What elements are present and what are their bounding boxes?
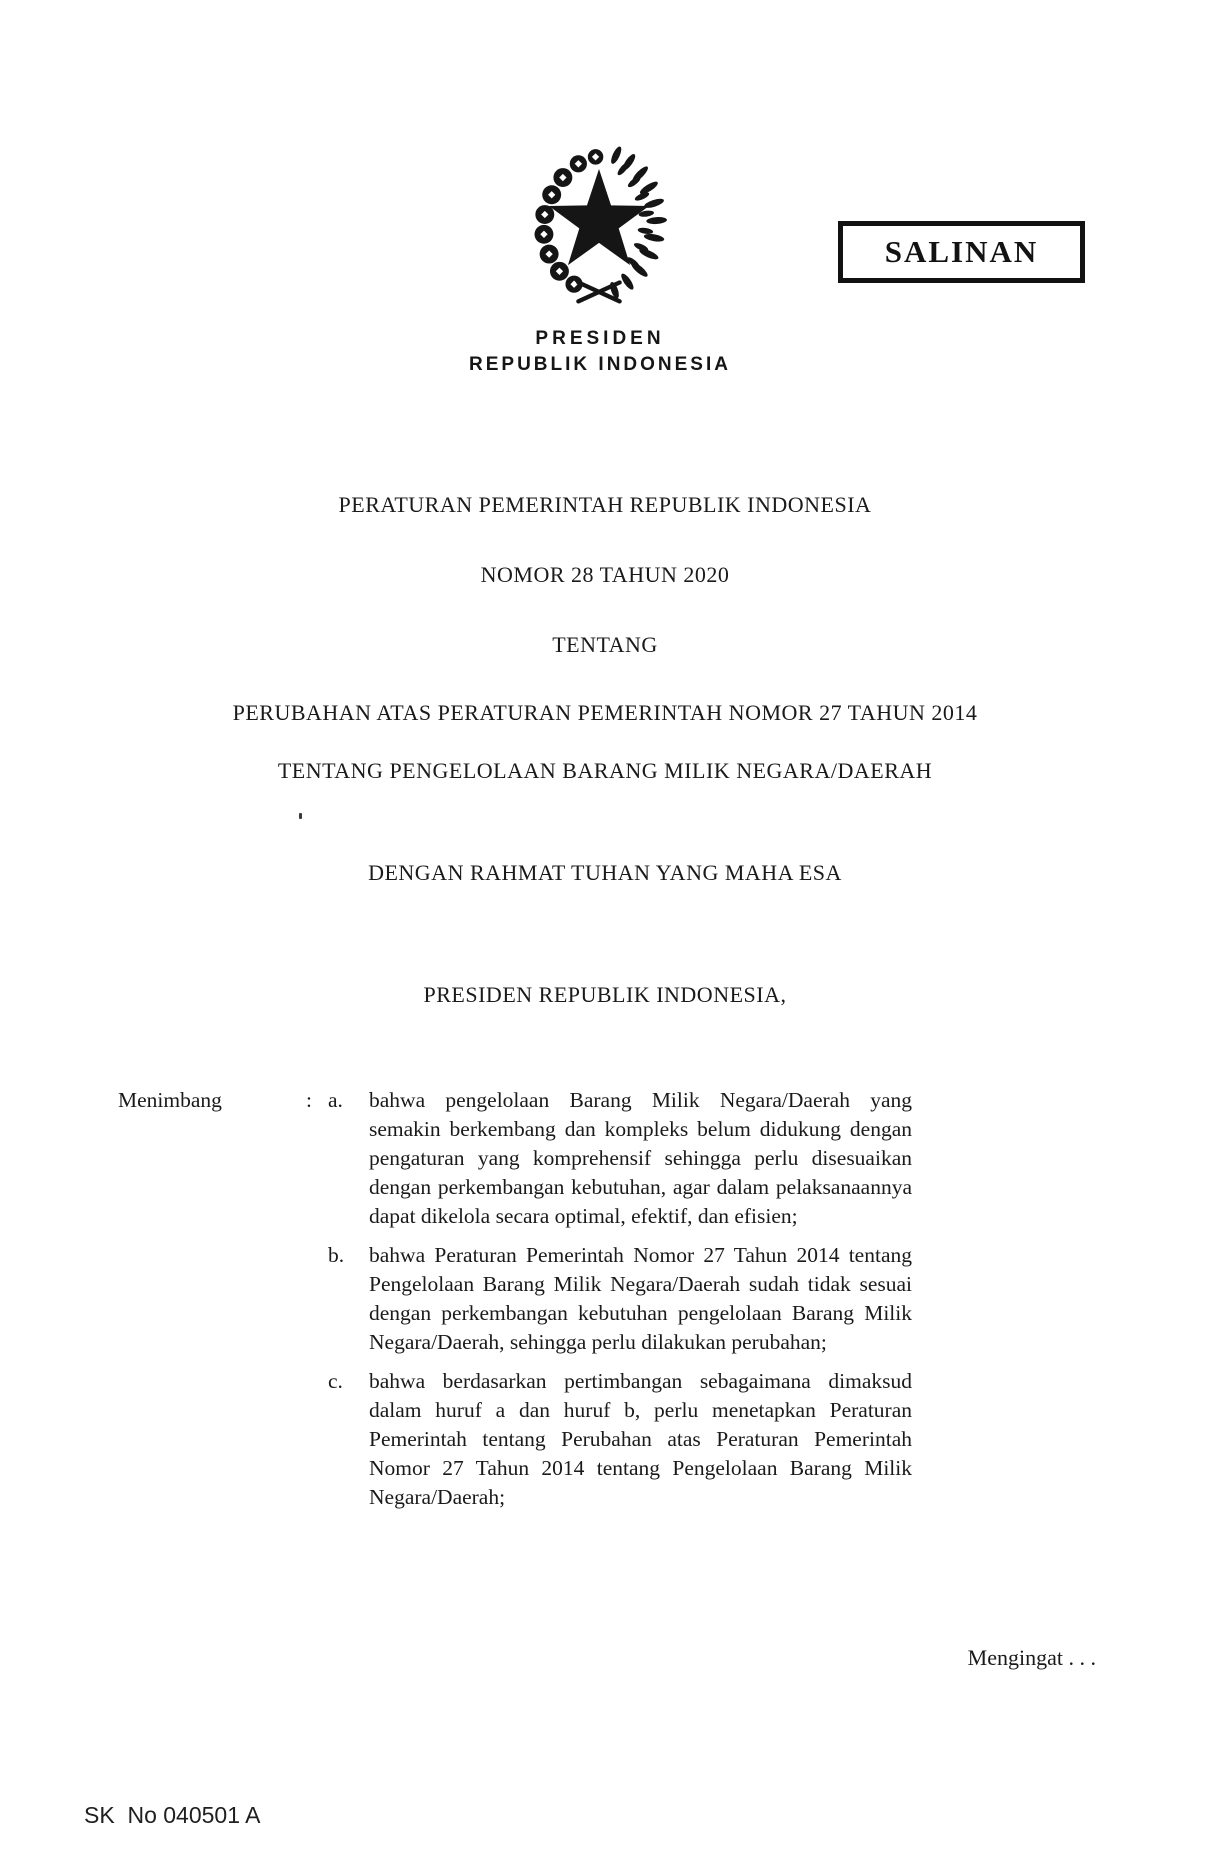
catchword-mengingat: Mengingat . . .	[967, 1645, 1096, 1670]
item-text: bahwa Peraturan Pemerintah Nomor 27 Tahun 2014 tentang Pengelolaan Barang Milik Negara/Daerah sudah tidak sesuai dengan perkembangan kebutuhan pengelolaan Barang Milik Negara/Daerah, sehingga perlu dilakukan perubahan;	[369, 1243, 912, 1354]
letterhead-line-2: REPUBLIK INDONESIA	[469, 354, 731, 375]
subject-line-2: TENTANG PENGELOLAAN BARANG MILIK NEGARA/DAERAH	[277, 758, 933, 783]
item-text: bahwa berdasarkan pertimbangan sebagaimana dimaksud dalam huruf a dan huruf b, perlu menetapkan Peraturan Pemerintah tentang Perubahan atas Peraturan Pemerintah Nomor 27 Tahun 2014 tentang Pengelolaan Barang Milik Negara/Daerah;	[369, 1369, 912, 1509]
regulation-title: PERATURAN PEMERINTAH REPUBLIK INDONESIA	[338, 492, 872, 517]
letterhead	[0, 326, 1200, 378]
subject-line-1: PERUBAHAN ATAS PERATURAN PEMERINTAH NOMOR 27 TAHUN 2014	[232, 700, 978, 725]
consideration-item-c	[328, 1367, 912, 1512]
considerations-block	[118, 1086, 912, 1512]
invocation-line: DENGAN RAHMAT TUHAN YANG MAHA ESA	[368, 860, 842, 885]
item-marker: c.	[328, 1369, 343, 1393]
authority-line: PRESIDEN REPUBLIK INDONESIA,	[423, 982, 787, 1007]
presidential-seal-icon	[513, 138, 685, 316]
regulation-number: NOMOR 28 TAHUN 2020	[480, 562, 730, 587]
sk-page-code: SK No 040501 A	[84, 1802, 261, 1828]
menimbang-colon: :	[306, 1088, 312, 1112]
menimbang-label: Menimbang	[118, 1088, 222, 1112]
scan-artifact-dot	[299, 813, 302, 819]
salinan-stamp-label: SALINAN	[884, 234, 1039, 269]
tentang-label: TENTANG	[552, 632, 658, 657]
item-text: bahwa pengelolaan Barang Milik Negara/Daerah yang semakin berkembang dan kompleks belum didukung dengan pengaturan yang komprehensif sehingga perlu disesuaikan dengan perkembangan kebutuhan, agar dalam pelaksanaannya dapat dikelola secara optimal, efektif, dan efisien;	[369, 1088, 912, 1228]
consideration-item-b	[328, 1241, 912, 1357]
letterhead-line-1: PRESIDEN	[535, 328, 665, 349]
salinan-stamp	[838, 221, 1085, 283]
item-marker: a.	[328, 1088, 343, 1112]
item-marker: b.	[328, 1243, 345, 1267]
consideration-item-a	[328, 1086, 912, 1231]
